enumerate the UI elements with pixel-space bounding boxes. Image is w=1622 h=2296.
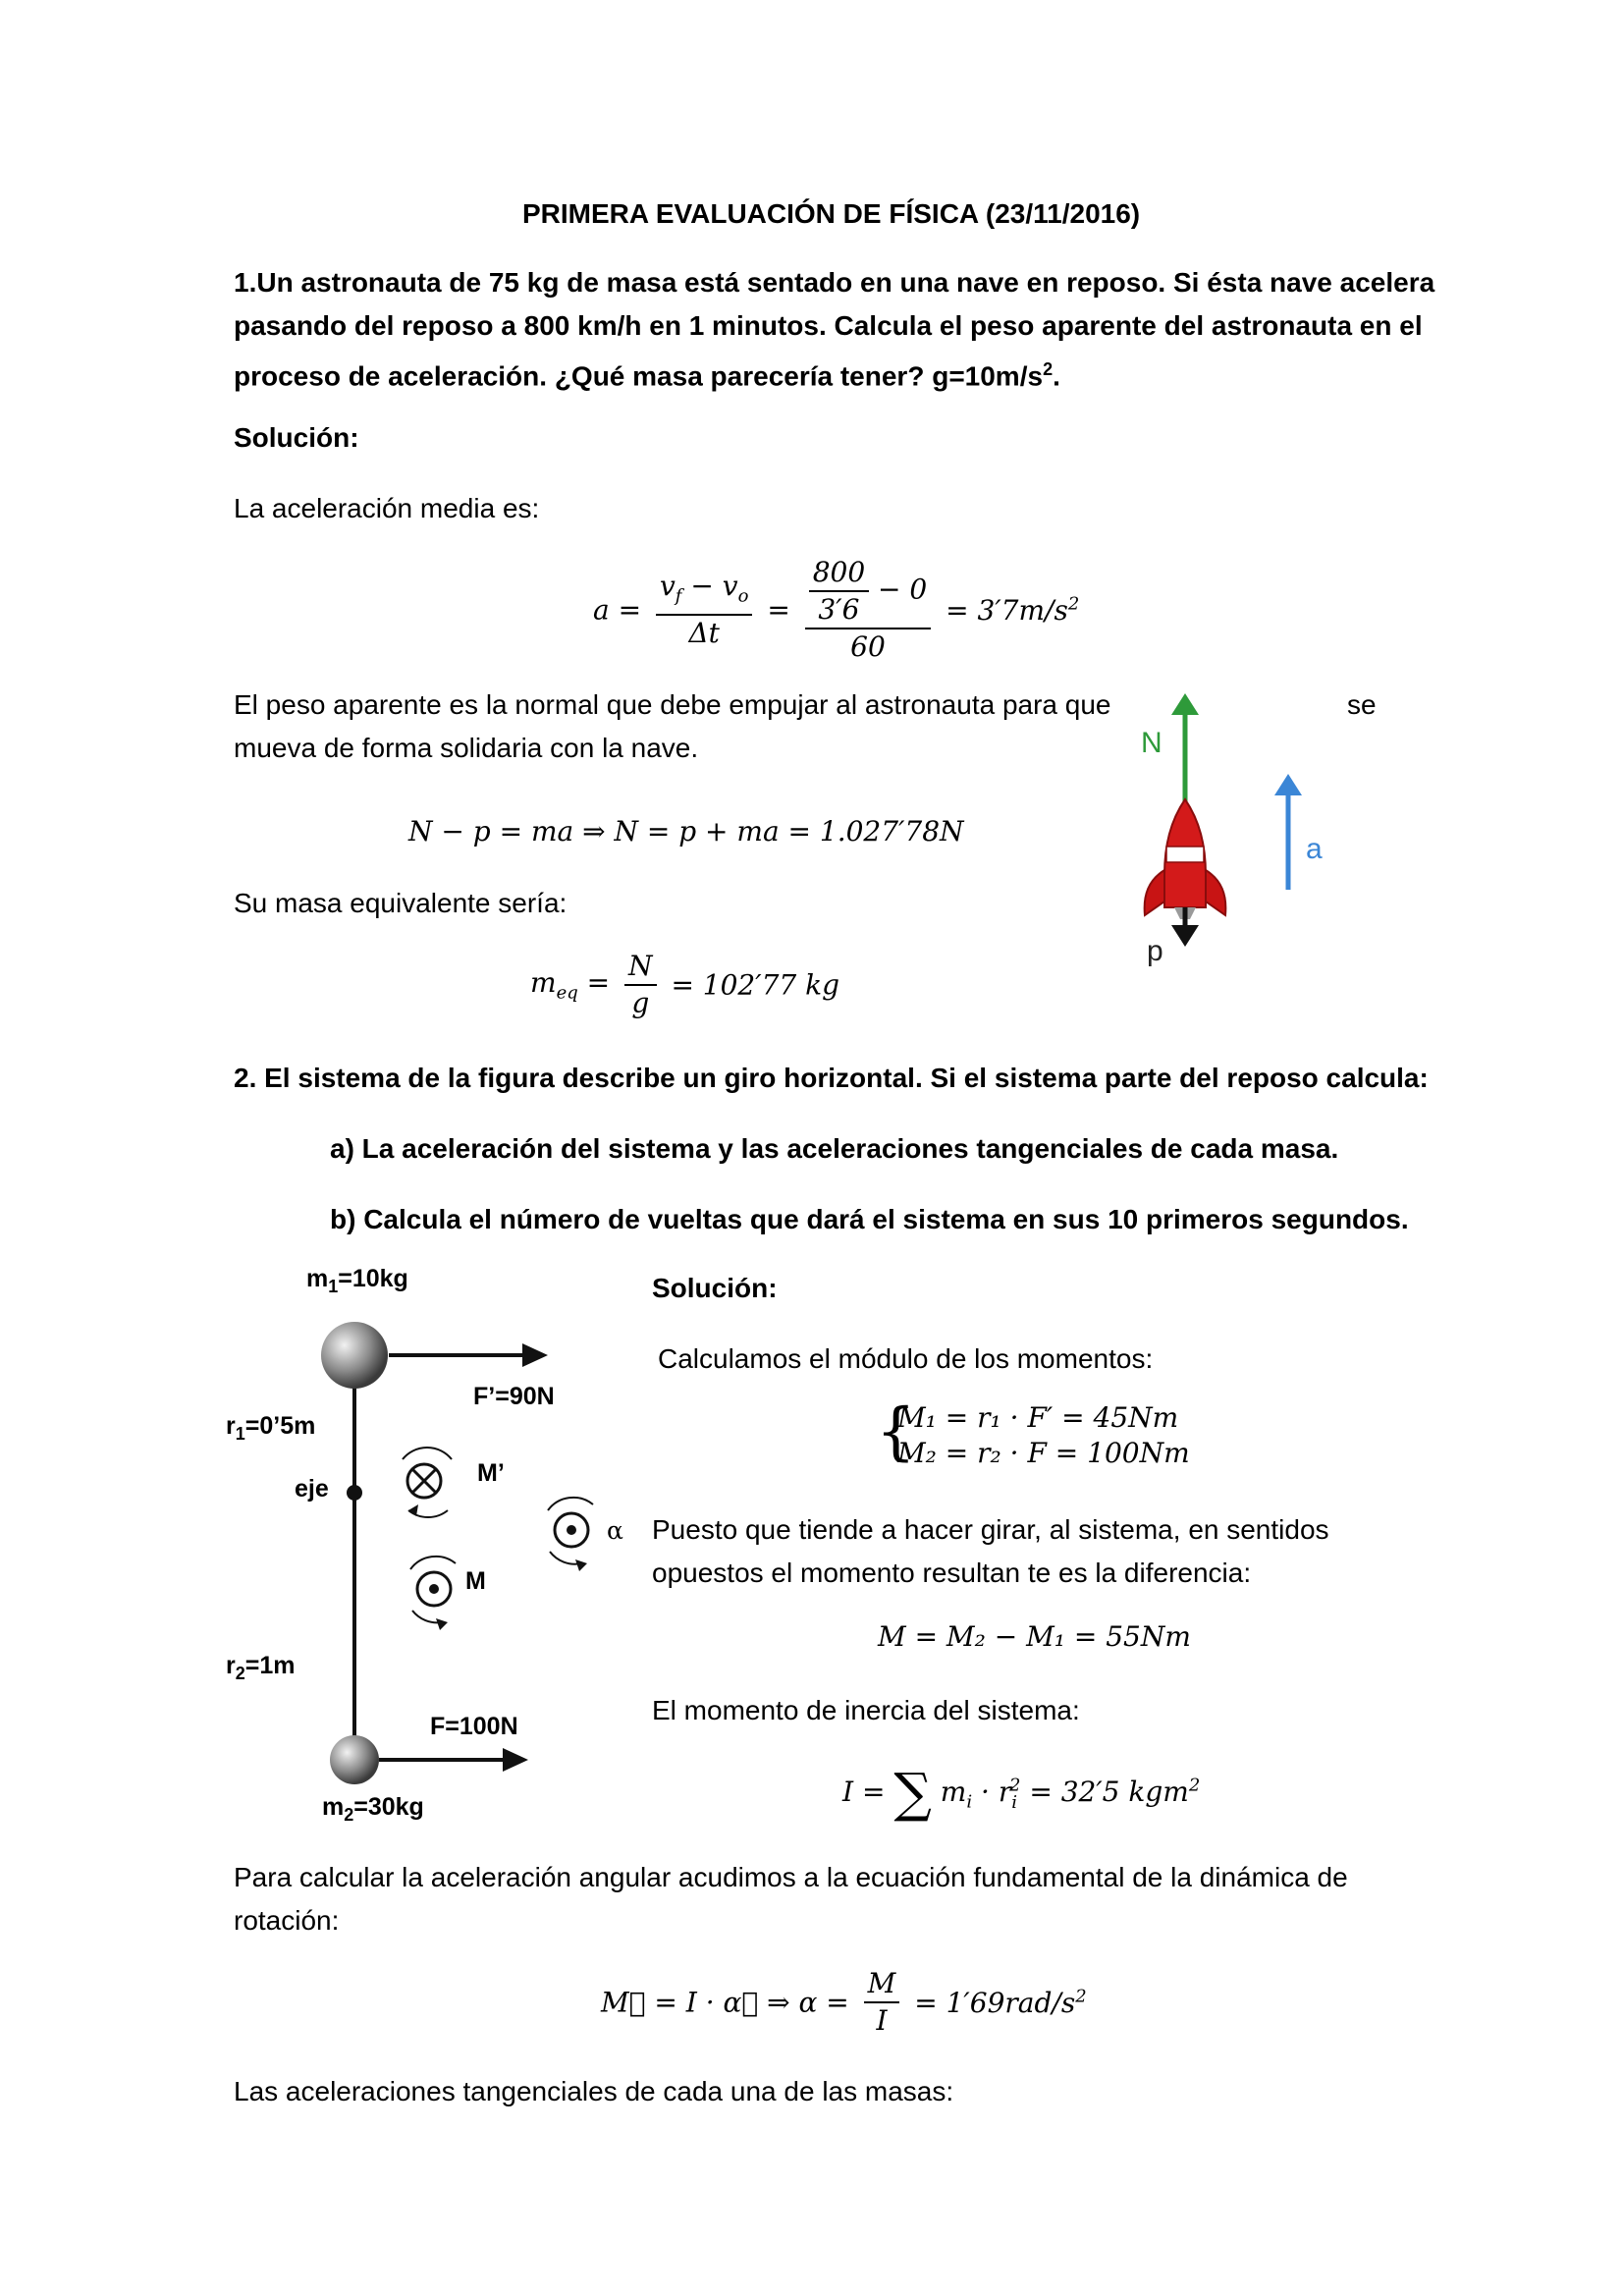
label-m1: $m_1=10kg$ [306,1265,408,1296]
rocket-label-n: N [1141,727,1162,759]
q1-peso-line-2: mueva de forma solidaria con la nave. [234,733,699,763]
label-f: F=100N [430,1713,518,1740]
rotation-figure [216,1257,638,1846]
page-title: PRIMERA EVALUACIÓN DE FÍSICA (23/11/2016) [522,198,1141,229]
equation-inertia: I = ∑ $m_i \cdot r_i^2 = 32'5$ kgm$^2$ [842,1762,1201,1824]
fraction-vf-vo: $\frac{v_f - v_o}{\Delta t}$ [656,569,752,652]
q2-item-b: b) Calcula el número de vueltas que dará el sistema en sus 10 primeros segundos. [330,1204,1409,1234]
rocket-label-a: a [1306,833,1323,865]
q2-puesto-line-2: opuestos el momento resultan te es la diferencia: [652,1558,1252,1588]
mass-2-sphere [330,1735,379,1784]
force-f-head [503,1748,528,1772]
rocket-label-p: p [1147,935,1163,967]
q1-intro: La aceleración media es: [234,493,540,523]
q2-item-a: a) La aceleración del sistema y las aceleraciones tangenciales de cada masa. [330,1133,1339,1164]
q1-line-1: 1.Un astronauta de 75 kg de masa está sentado en una nave en reposo. Si ésta nave acelera [234,267,1435,298]
q2-calc-momentos: Calculamos el módulo de los momentos: [658,1343,1154,1374]
weight-arrow-head [1171,925,1199,947]
equation-normal: N − p = ma ⇒ N = p + ma = 1.027′78N [408,815,964,847]
equation-moment-resultant: M = M₂ − M₁ = 55Nm [878,1620,1191,1653]
axis-point [347,1485,362,1501]
equation-acceleration: a = $\frac{v_f - v_o}{\Delta t}$ = $\frac{800}{3'6}$ − 0 60 = $3'7m/s^2$ [593,556,1080,663]
label-m2: $m_2=30kg$ [322,1793,424,1825]
label-alpha: α [607,1516,623,1545]
q2-puesto-line-1: Puesto que tiende a hacer girar, al sistema, en sentidos [652,1514,1329,1545]
label-eje: eje [295,1475,329,1503]
label-m: M [465,1567,486,1595]
q2-line-1: 2. El sistema de la figura describe un giro horizontal. Si el sistema parte del reposo calcula: [234,1063,1429,1093]
equation-angular-acceleration: M⃗ = I · α⃗ ⇒ α = $\frac{M}{I}$ = $1'69rad/s^2$ [601,1967,1087,2037]
rocket-figure [1119,683,1355,978]
q2-inercia-intro: El momento de inercia del sistema: [652,1695,1080,1725]
mass-1-sphere [321,1322,388,1389]
q1-peso-line-1: El peso aparente es la normal que debe empujar al astronauta para que [234,689,1111,720]
label-r1: $r_1=0’5m$ [226,1412,316,1444]
equation-m1: M₁ = r₁ · F′ = 45Nm [897,1401,1179,1434]
normal-arrow-head [1171,693,1199,715]
force-f-prime-head [522,1343,548,1367]
q1-peso-se: se [1347,689,1377,720]
fraction-800: $\frac{800}{3'6}$ − 0 60 [805,555,932,665]
label-r2: $r_2=1m$ [226,1652,296,1683]
q1-masa-intro: Su masa equivalente sería: [234,888,568,918]
label-f-prime: F’=90N [473,1383,555,1410]
q2-tang-intro: Las aceleraciones tangenciales de cada una de las masas: [234,2076,954,2106]
q1-line-3: proceso de aceleración. ¿Qué masa parecería tener? $g=10m/s^2$. [234,359,1060,392]
q1-line-2: pasando del reposo a 800 km/h en 1 minutos. Calcula el peso aparente del astronauta en el [234,310,1423,341]
label-m-prime: M’ [477,1459,505,1487]
q2-para-line-2: rotación: [234,1905,340,1936]
equation-mass-equivalent: $m_{eq}$ = $\frac{N}{g}$ = 102′77 kg [530,950,840,1019]
rocket-icon [1145,799,1226,919]
acceleration-arrow-head [1274,774,1302,795]
q2-solucion-heading: Solución: [652,1273,778,1303]
q1-solucion-heading: Solución: [234,422,359,453]
q2-para-line-1: Para calcular la aceleración angular acudimos a la ecuación fundamental de la dinámica de [234,1862,1348,1892]
equation-m2: M₂ = r₂ · F = 100Nm [897,1437,1190,1469]
